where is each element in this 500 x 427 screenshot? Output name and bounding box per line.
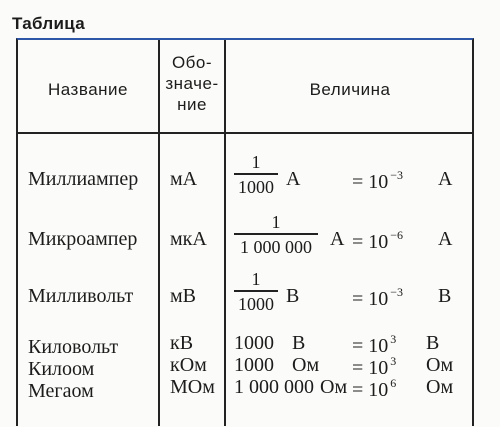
equivalent-unit: А xyxy=(438,228,453,250)
row-unit: А xyxy=(330,228,345,250)
row-symbol: кОм xyxy=(170,354,207,376)
row-unit: Ом xyxy=(292,354,320,376)
fraction-bar xyxy=(234,173,278,175)
equivalent-exponent: −3 xyxy=(390,285,404,299)
row-name: Килоом xyxy=(28,358,95,380)
fraction-numerator: 1 xyxy=(271,212,281,232)
row-fraction xyxy=(234,212,318,257)
fraction-denominator: 1000 xyxy=(238,176,274,197)
equivalent-unit: В xyxy=(426,332,440,354)
equivalent-base: = 10 xyxy=(352,171,389,193)
row-unit: В xyxy=(286,285,300,307)
equivalent-exponent: 3 xyxy=(390,332,397,346)
equivalent-base: = 10 xyxy=(352,379,389,401)
units-table xyxy=(16,38,474,426)
header-name: Название xyxy=(48,80,128,99)
header-symbol xyxy=(160,52,224,115)
row-symbol: мА xyxy=(170,168,198,190)
equivalent-base: = 10 xyxy=(352,357,389,379)
row-symbol: кВ xyxy=(170,332,194,354)
row-name: Милливольт xyxy=(28,285,134,307)
equivalent-unit: А xyxy=(438,168,453,190)
row-fraction xyxy=(234,152,278,197)
row-symbol: мВ xyxy=(170,285,196,307)
equivalent-exponent: 6 xyxy=(390,376,397,390)
row-name: Киловольт xyxy=(28,336,119,358)
header-divider xyxy=(18,132,472,134)
header-symbol-line-3: ние xyxy=(177,95,207,114)
row-fraction xyxy=(234,269,278,314)
equivalent-unit: Ом xyxy=(426,354,454,376)
equivalent-unit: Ом xyxy=(426,376,454,398)
equivalent-unit: В xyxy=(438,285,452,307)
row-unit: Ом xyxy=(320,376,348,398)
fraction-denominator: 1 000 000 xyxy=(240,236,312,257)
equivalent-exponent: −6 xyxy=(390,228,404,242)
header-value: Величина xyxy=(309,80,391,99)
header-symbol-line-1: Обо- xyxy=(171,53,213,72)
row-equivalent xyxy=(352,228,403,254)
row-name: Мегаом xyxy=(28,380,94,402)
row-symbol: МОм xyxy=(170,376,215,398)
equivalent-base: = 10 xyxy=(352,231,389,253)
row-unit: А xyxy=(286,168,301,190)
header-symbol-line-2: значе- xyxy=(165,74,219,93)
equivalent-base: = 10 xyxy=(352,288,389,310)
row-value: 1 000 000 xyxy=(234,376,314,398)
fraction-denominator: 1000 xyxy=(238,293,274,314)
row-symbol: мкА xyxy=(170,228,207,250)
fraction-numerator: 1 xyxy=(251,269,261,289)
fraction-numerator: 1 xyxy=(251,152,261,172)
row-unit: В xyxy=(292,332,306,354)
fraction-bar xyxy=(234,233,318,235)
row-value: 1000 xyxy=(234,332,274,354)
row-value: 1000 xyxy=(234,354,274,376)
equivalent-exponent: 3 xyxy=(390,354,397,368)
row-equivalent xyxy=(352,376,396,402)
row-name: Миллиампер xyxy=(28,168,139,190)
row-name: Микроампер xyxy=(28,228,138,250)
equivalent-base: = 10 xyxy=(352,335,389,357)
equivalent-exponent: −3 xyxy=(390,168,404,182)
table-caption: Таблица xyxy=(12,14,85,33)
row-equivalent xyxy=(352,168,403,194)
row-equivalent xyxy=(352,285,403,311)
fraction-bar xyxy=(234,290,278,292)
